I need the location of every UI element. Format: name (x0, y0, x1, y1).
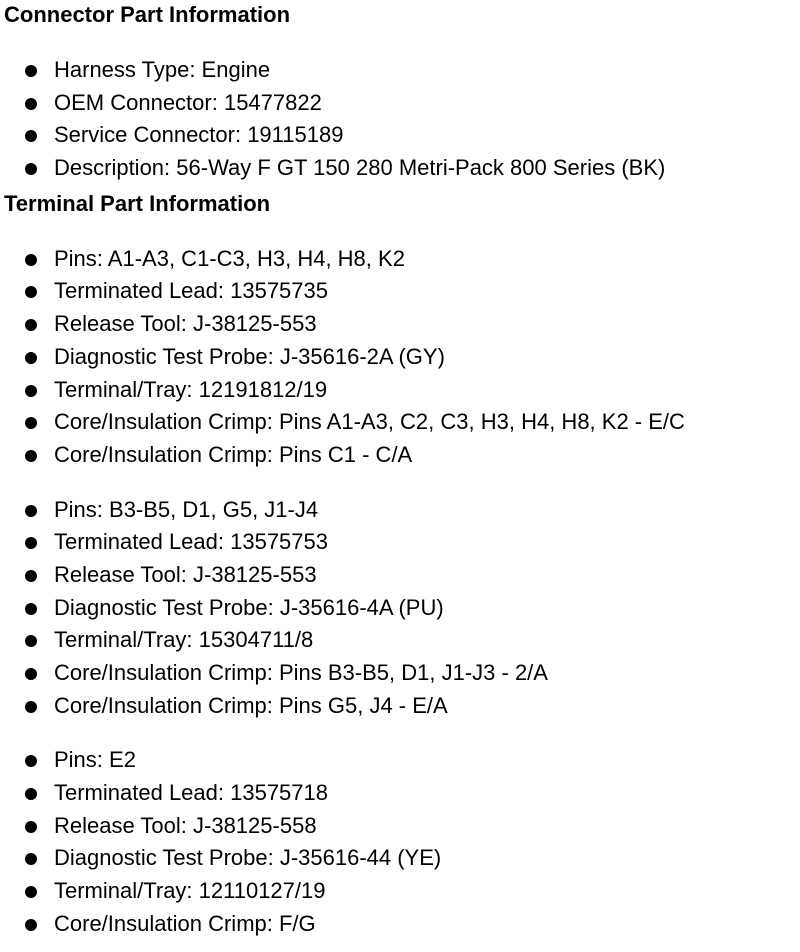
terminal-info-item: Diagnostic Test Probe: J-35616-2A (GY) (4, 341, 800, 374)
terminal-info-item: Terminal/Tray: 12191812/19 (4, 374, 800, 407)
terminal-info-item: Pins: E2 (4, 744, 800, 777)
connector-info-item: Harness Type: Engine (4, 54, 800, 87)
connector-info-item: Description: 56-Way F GT 150 280 Metri-Pack 800 Series (BK) (4, 152, 800, 185)
terminal-group-1-list (4, 243, 800, 472)
terminal-info-item: Release Tool: J-38125-553 (4, 559, 800, 592)
terminal-info-item: Core/Insulation Crimp: Pins B3-B5, D1, J1-J3 - 2/A (4, 657, 800, 690)
terminal-info-item: Pins: B3-B5, D1, G5, J1-J4 (4, 494, 800, 527)
connector-info-item: Service Connector: 19115189 (4, 119, 800, 152)
terminal-info-item: Core/Insulation Crimp: Pins C1 - C/A (4, 439, 800, 472)
terminal-info-item: Release Tool: J-38125-553 (4, 308, 800, 341)
terminal-info-item: Terminal/Tray: 12110127/19 (4, 875, 800, 908)
terminal-info-item: Core/Insulation Crimp: Pins G5, J4 - E/A (4, 690, 800, 723)
terminal-info-item: Core/Insulation Crimp: Pins A1-A3, C2, C3, H3, H4, H8, K2 - E/C (4, 406, 800, 439)
connector-info-list (4, 54, 800, 185)
terminal-info-item: Pins: A1-A3, C1-C3, H3, H4, H8, K2 (4, 243, 800, 276)
terminal-heading: Terminal Part Information (4, 190, 271, 216)
terminal-info-item: Core/Insulation Crimp: F/G (4, 908, 800, 941)
terminal-info-item: Diagnostic Test Probe: J-35616-44 (YE) (4, 842, 800, 875)
terminal-info-item: Release Tool: J-38125-558 (4, 810, 800, 843)
terminal-group-2-list (4, 494, 800, 723)
terminal-info-item: Terminated Lead: 13575718 (4, 777, 800, 810)
terminal-info-item: Terminated Lead: 13575735 (4, 275, 800, 308)
terminal-info-item: Terminal/Tray: 15304711/8 (4, 624, 800, 657)
terminal-info-item: Terminated Lead: 13575753 (4, 526, 800, 559)
terminal-info-item: Diagnostic Test Probe: J-35616-4A (PU) (4, 592, 800, 625)
terminal-group-3-list (4, 744, 800, 940)
connector-heading: Connector Part Information (4, 2, 291, 27)
connector-info-item: OEM Connector: 15477822 (4, 87, 800, 120)
